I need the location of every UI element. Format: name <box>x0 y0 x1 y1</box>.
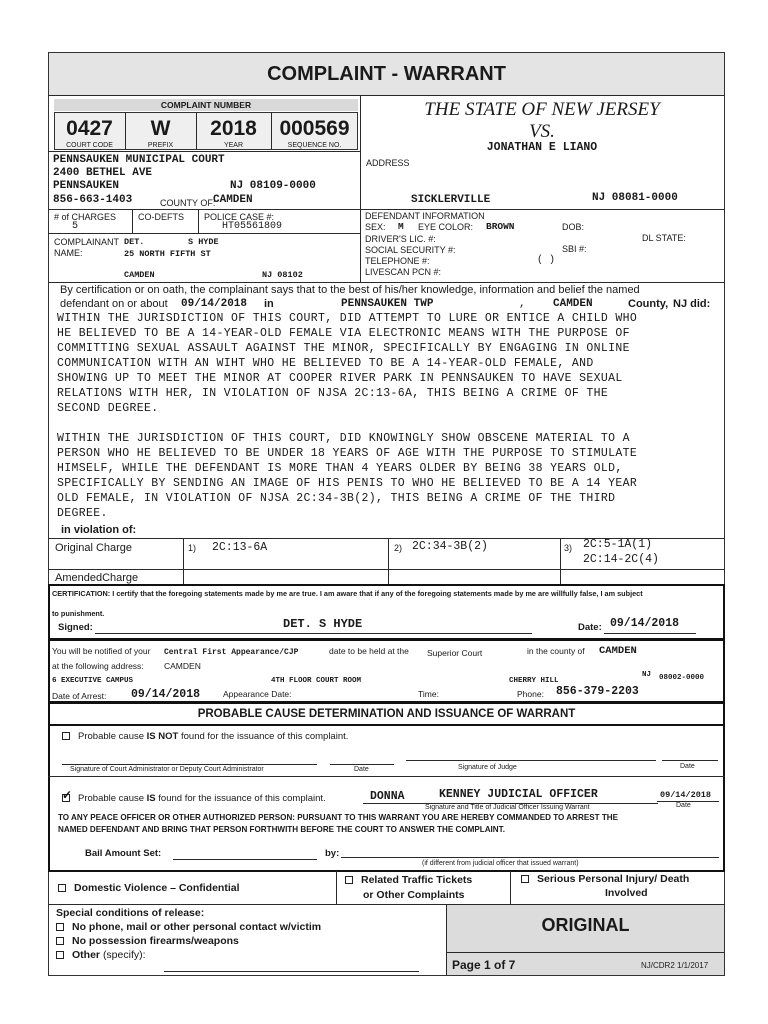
year: 2018 <box>210 117 257 140</box>
pc-not-found-bold: IS NOT <box>146 731 179 742</box>
bail-label: Bail Amount Set: <box>85 848 162 859</box>
offense-county: CAMDEN <box>553 298 593 310</box>
telephone-value: ( ) <box>537 255 556 266</box>
date-line <box>604 633 696 634</box>
narrative-line: SPECIFICALLY BY SENDING AN IMAGE OF HIS PENIS TO WHO HE BELIEVED TO BE A 14 YEAR <box>57 477 638 490</box>
sig-title-label: Signature and Title of Judicial Officer Issuing Warrant <box>425 804 590 811</box>
probable-cause-box <box>48 702 725 872</box>
condition-1-checkbox[interactable] <box>56 923 64 931</box>
notice-zip: 08002-0000 <box>659 674 705 682</box>
charge-3-num: 3) <box>564 543 573 553</box>
signed-date: 09/14/2018 <box>610 617 680 630</box>
dv-label: Domestic Violence – Confidential <box>74 882 240 894</box>
signed-date-label: Date: <box>578 622 602 633</box>
complaint-number-label: COMPLAINT NUMBER <box>160 100 252 110</box>
complainant-title: DET. <box>124 237 145 247</box>
narrative-line: WITHIN THE JURISDICTION OF THIS COURT, DID KNOWINGLY SHOW OBSCENE MATERIAL TO A <box>57 432 630 445</box>
pc-not-found-checkbox[interactable] <box>62 732 70 740</box>
comma: , <box>519 298 526 310</box>
court-city: PENNSAUKEN <box>53 180 120 192</box>
narrative-line: OLD FEMALE, IN VIOLATION OF NJSA 2C:34-3B(2), THIS BEING A CRIME OF THE THIRD <box>57 492 616 505</box>
original-charge-label: Original Charge <box>55 542 133 554</box>
divider <box>48 151 360 152</box>
sequence-no: 000569 <box>279 117 350 140</box>
appearance-type: Central First Appearance/CJP <box>164 648 299 657</box>
command-text-2: NAMED DEFENDANT AND BRING THAT PERSON FORTHWITH BEFORE THE COURT TO ANSWER THE COMPLAINT. <box>58 825 505 834</box>
divider <box>510 871 511 904</box>
pc-not-found-post: found for the issuance of this complaint. <box>180 731 349 742</box>
court-name: PENNSAUKEN MUNICIPAL COURT <box>53 154 225 166</box>
page-number: Page 1 of 7 <box>452 958 516 972</box>
dob-label: DOB: <box>562 222 585 232</box>
in-label: in <box>264 298 274 310</box>
by-label: by: <box>325 848 340 859</box>
pc-not-found-pre: Probable cause <box>78 731 145 742</box>
court-type: Superior Court <box>427 648 483 658</box>
complainant-label: COMPLAINANT <box>54 237 120 247</box>
county-label: COUNTY OF: <box>160 198 216 208</box>
num-charges: 5 <box>72 221 79 232</box>
probable-cause-header: PROBABLE CAUSE DETERMINATION AND ISSUANCE OF WARRANT <box>197 708 576 720</box>
court-code: 0427 <box>66 117 113 140</box>
arrest-label: Date of Arrest: <box>52 691 107 701</box>
complainant-city: CAMDEN <box>124 270 155 280</box>
county-of-label: in the county of <box>527 646 585 656</box>
signature-line <box>406 760 656 761</box>
narrative-line: COMMITTING SEXUAL ASSAULT AGAINST THE MINOR, SPECIFICALLY BY ENGAGING IN ONLINE <box>57 342 630 355</box>
condition-3-specify: (specify): <box>102 949 146 961</box>
injury-checkbox[interactable] <box>521 875 529 883</box>
court-state-zip: NJ 08109-0000 <box>230 180 316 192</box>
address-city-tag: CAMDEN <box>164 661 201 671</box>
prefix-label: PREFIX <box>147 142 174 149</box>
divider <box>132 209 133 233</box>
notice-street: 6 EXECUTIVE CAMPUS <box>52 677 134 685</box>
address-label: at the following address: <box>52 661 144 671</box>
telephone-label: TELEPHONE #: <box>365 256 430 266</box>
complainant-state-zip: NJ 08102 <box>262 270 303 280</box>
if-different-label: (if different from judicial officer that issued warrant) <box>422 860 579 867</box>
codefts-label: CO-DEFTS <box>138 212 184 222</box>
narrative-line: WITHIN THE JURISDICTION OF THIS COURT, DID ATTEMPT TO LURE OR ENTICE A CHILD WHO <box>57 312 638 325</box>
court-code-label: COURT CODE <box>66 142 113 149</box>
dv-row <box>58 882 240 895</box>
court-county: CAMDEN <box>213 194 253 206</box>
complainant-street: 25 NORTH FIFTH ST <box>124 249 211 259</box>
state-did: NJ did: <box>673 298 711 310</box>
divider <box>388 538 389 585</box>
divider <box>447 952 724 953</box>
condition-row-1 <box>56 921 321 934</box>
complainant-name: S HYDE <box>188 237 219 247</box>
command-text: TO ANY PEACE OFFICER OR OTHER AUTHORIZED PERSON: PURSUANT TO THIS WARRANT YOU ARE HEREBY COMMANDED TO ARREST THE <box>58 813 619 822</box>
defendant-state-zip: NJ 08081-0000 <box>592 192 678 204</box>
date-label-3: Date <box>676 802 691 809</box>
charge-2-num: 2) <box>394 543 403 553</box>
num-charges-label: # of CHARGES <box>54 212 117 222</box>
judicial-officer-first: DONNA <box>370 790 405 803</box>
divider <box>48 569 725 570</box>
signature-line <box>662 760 718 761</box>
divider <box>48 209 725 210</box>
divider <box>48 233 360 234</box>
injury-label-1: Serious Personal Injury/ Death <box>537 873 690 885</box>
appearance-date-label: Appearance Date: <box>223 689 292 699</box>
livescan-label: LIVESCAN PCN #: <box>365 267 442 277</box>
sig-admin-label: Signature of Court Administrator or Deputy Court Administrator <box>70 766 264 773</box>
narrative-line: SECOND DEGREE. <box>57 402 159 415</box>
police-case-label: POLICE CASE #: <box>204 212 275 222</box>
pc-found-row <box>62 788 326 805</box>
pc-found-bold: IS <box>146 793 156 804</box>
held-at-label: date to be held at the <box>329 646 409 656</box>
defendant-city: SICKLERVILLE <box>411 194 491 206</box>
narrative-line: HE BELIEVED TO BE A 14-YEAR-OLD FEMALE VIA ELECTRONIC MEANS WITH THE PURPOSE OF <box>57 327 630 340</box>
injury-label-2: Involved <box>605 887 648 899</box>
court-phone: 856-663-1403 <box>53 194 133 206</box>
divider <box>48 776 725 777</box>
sequence-label: SEQUENCE NO. <box>287 142 342 149</box>
divider <box>198 209 199 233</box>
charge-2: 2C:34-3B(2) <box>412 540 488 553</box>
dl-state-label: DL STATE: <box>642 233 686 243</box>
date-label-1: Date <box>354 766 369 773</box>
bail-amount-line[interactable] <box>173 859 317 860</box>
pc-found-post: found for the issuance of this complaint. <box>158 793 326 804</box>
defendant-on-label: defendant on or about <box>60 298 168 310</box>
original-label: ORIGINAL <box>541 915 630 935</box>
by-line[interactable] <box>341 857 719 858</box>
dl-label: DRIVER'S LIC. #: <box>365 234 436 244</box>
offense-date: 09/14/2018 <box>181 298 248 310</box>
state-title: THE STATE OF NEW JERSEY <box>424 99 660 120</box>
address-label: ADDRESS <box>366 158 410 168</box>
prefix: W <box>150 117 171 140</box>
dv-checkbox[interactable] <box>58 884 66 892</box>
notice-state: NJ <box>642 671 652 679</box>
notice-phone: 856-379-2203 <box>556 685 639 698</box>
certification-text: CERTIFICATION: I certify that the foregoing statements made by me are true. I am aware that if any of the foregoing statements made by me are willfully false, I am subject <box>52 589 643 598</box>
condition-3-checkbox[interactable] <box>56 951 64 959</box>
divider <box>48 282 725 283</box>
police-case: HT05561809 <box>222 221 283 232</box>
charge-1: 2C:13-6A <box>212 541 268 554</box>
charge-3b: 2C:14-2C(4) <box>583 553 659 566</box>
county-word: County, <box>628 298 669 310</box>
sig-judge-label: Signature of Judge <box>458 764 517 771</box>
charge-3a: 2C:5-1A(1) <box>583 538 653 551</box>
phone-label: Phone: <box>517 689 544 699</box>
arrest-date: 09/14/2018 <box>131 688 201 701</box>
notice-county: CAMDEN <box>599 645 637 657</box>
charge-1-num: 1) <box>188 543 197 553</box>
special-conditions-label: Special conditions of release: <box>56 907 205 919</box>
in-violation-label: in violation of: <box>61 524 137 536</box>
judicial-officer-rest: KENNEY JUDICIAL OFFICER <box>439 788 598 801</box>
court-street: 2400 BETHEL AVE <box>53 167 153 179</box>
date-label-2: Date <box>680 763 695 770</box>
pc-not-found-row <box>62 731 348 743</box>
signed-label: Signed: <box>58 622 93 633</box>
condition-row-3 <box>56 949 146 962</box>
notice-city: CHERRY HILL <box>509 677 559 685</box>
eye-color-label: EYE COLOR: <box>418 222 474 232</box>
versus: VS. <box>529 121 555 142</box>
eye-color-value: BROWN <box>486 221 515 232</box>
offense-place: PENNSAUKEN TWP <box>341 298 434 310</box>
signed-value: DET. S HYDE <box>283 617 363 631</box>
page-title: COMPLAINT - WARRANT <box>267 63 506 85</box>
narrative-line: SHOWING UP TO MEET THE MINOR AT COOPER RIVER PARK IN PENNSAUKEN TO HAVE SEXUAL <box>57 372 623 385</box>
signature-line <box>330 764 394 765</box>
narrative-line: DEGREE. <box>57 507 108 520</box>
narrative-line: HIMSELF, WHILE THE DEFENDANT IS MORE THAN 4 YEARS OLDER BY BEING 38 YEARS OLD, <box>57 462 623 475</box>
condition-3-label: Other <box>72 949 101 961</box>
check-mark-icon: ✓ <box>62 788 73 803</box>
condition-2-checkbox[interactable] <box>56 937 64 945</box>
certification-text-2: to punishment. <box>52 609 105 618</box>
divider <box>336 871 337 904</box>
signature-line <box>95 633 532 634</box>
notified-label: You will be notified of your <box>52 646 151 656</box>
pc-found-pre: Probable cause <box>78 793 145 804</box>
notice-room: 4TH FLOOR COURT ROOM <box>271 677 362 685</box>
traffic-label-1: Related Traffic Tickets <box>361 874 473 886</box>
other-specify-line[interactable] <box>164 971 419 972</box>
injury-row <box>521 873 689 886</box>
certification-intro: By certification or on oath, the complainant says that to the best of his/her knowledge, information and belief the named <box>60 284 640 296</box>
judicial-officer-date: 09/14/2018 <box>660 790 712 800</box>
amended-charge-label: AmendedCharge <box>55 572 139 584</box>
narrative-line: RELATIONS WITH HER, IN VIOLATION OF NJSA 2C:13-6A, THIS BEING A CRIME OF THE <box>57 387 609 400</box>
condition-1-label: No phone, mail or other personal contact w/victim <box>72 921 322 933</box>
narrative-line: PERSON WHO HE BELIEVED TO BE UNDER 18 YEARS OF AGE WITH THE PURPOSE TO STIMULATE <box>57 447 638 460</box>
divider <box>48 95 725 96</box>
traffic-checkbox[interactable] <box>345 876 353 884</box>
traffic-label-2: or Other Complaints <box>363 889 465 901</box>
sbi-label: SBI #: <box>562 244 587 254</box>
ssn-label: SOCIAL SECURITY #: <box>365 245 456 255</box>
signature-line <box>62 764 317 765</box>
sex-value: M <box>398 221 404 232</box>
condition-row-2 <box>56 935 239 948</box>
sex-label: SEX: <box>365 222 386 232</box>
traffic-row <box>345 874 472 887</box>
divider <box>560 538 561 585</box>
narrative-line: COMMUNICATION WITH AN WIHT WHO HE BELIEVED TO BE A 14-YEAR-OLD FEMALE, AND <box>57 357 594 370</box>
pc-found-checkbox[interactable] <box>62 788 73 803</box>
divider <box>48 724 725 726</box>
year-label: YEAR <box>223 142 244 149</box>
divider <box>183 538 184 585</box>
time-label: Time: <box>418 689 439 699</box>
condition-2-label: No possession firearms/weapons <box>72 935 239 947</box>
defendant-name: JONATHAN E LIANO <box>486 141 598 154</box>
form-id: NJ/CDR2 1/1/2017 <box>641 961 709 970</box>
complainant-name-label: NAME: <box>54 248 83 258</box>
defendant-info-header: DEFENDANT INFORMATION <box>365 211 485 221</box>
